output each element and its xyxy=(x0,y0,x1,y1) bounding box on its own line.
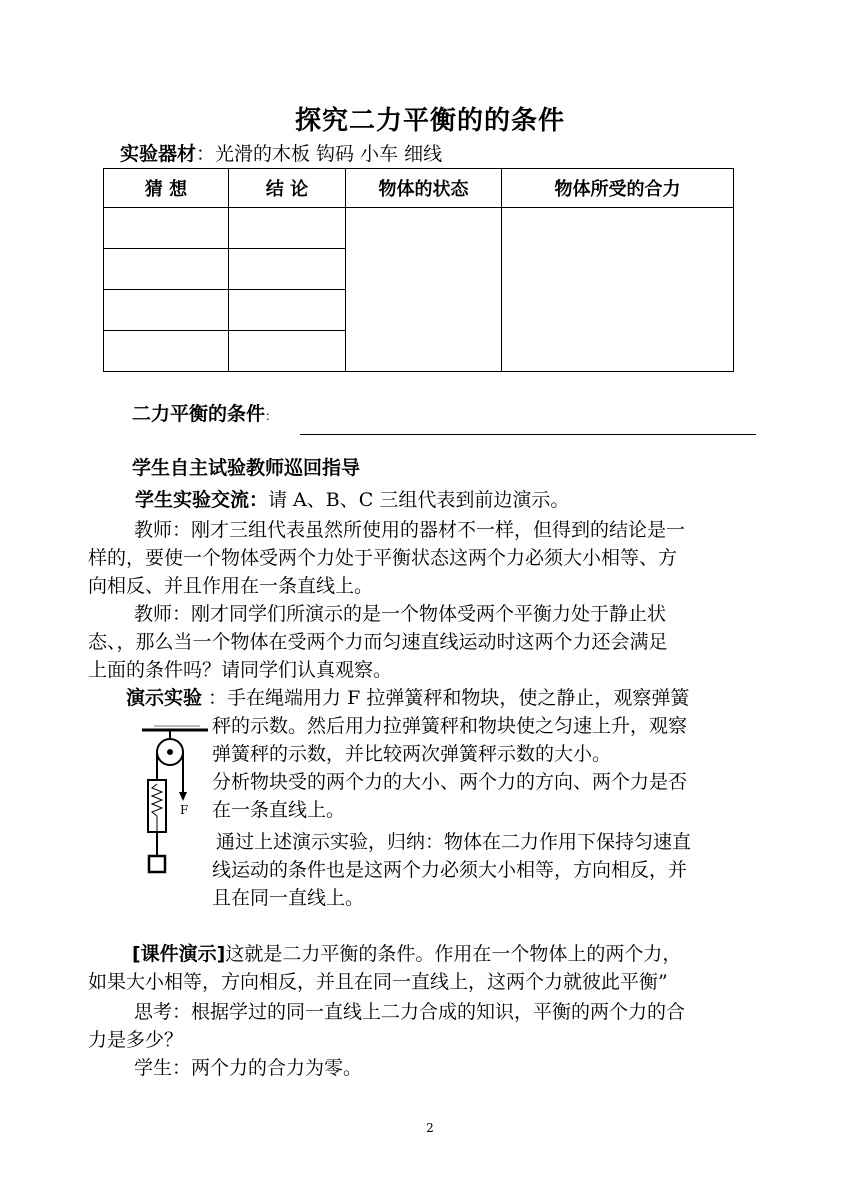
demo-line3: 弹簧秤的示数，并比较两次弹簧秤示数的大小。 xyxy=(212,743,612,765)
materials-line xyxy=(120,138,442,170)
table-cell xyxy=(229,331,346,372)
header-hypothesis: 猜 想 xyxy=(104,169,229,208)
courseware-line2: 如果大小相等，方向相反，并且在同一直线上，这两个力就彼此平衡” xyxy=(88,971,668,993)
answer-blank-line xyxy=(300,434,756,435)
demo-line6: 通过上述演示实验，归纳：物体在二力作用下保持匀速直 xyxy=(216,831,692,853)
table-cell xyxy=(229,208,346,249)
table-cell xyxy=(104,331,229,372)
table-cell xyxy=(104,208,229,249)
demo-line7: 线运动的条件也是这两个力必须大小相等，方向相反，并 xyxy=(212,859,688,881)
demo-line4: 分析物块受的两个力的大小、两个力的方向、两个力是否 xyxy=(212,771,688,793)
think-line2: 力是多少？ xyxy=(88,1029,184,1051)
teacher1-line3: 向相反、并且作用在一条直线上。 xyxy=(88,575,374,597)
teacher1-line2: 样的，要使一个物体受两个力处于平衡状态这两个力必须大小相等、方 xyxy=(88,547,678,569)
table-cell-net-force xyxy=(502,208,734,372)
force-arrow xyxy=(179,792,187,801)
experiment-table xyxy=(103,168,734,372)
materials-label: 实验器材 xyxy=(120,143,197,165)
pulley-spring-scale-diagram xyxy=(140,712,210,882)
demo-line8: 且在同一直线上。 xyxy=(212,887,365,909)
demo-text1: ：手在绳端用力 F 拉弹簧秤和物块，使之静止，观察弹簧 xyxy=(202,687,690,709)
table-row xyxy=(104,208,734,249)
table-cell xyxy=(104,249,229,290)
exchange-text: 请 A、B、C 三组代表到前边演示。 xyxy=(268,489,570,511)
demo-label: 演示实验 xyxy=(126,687,203,709)
condition-label: 二力平衡的条件 xyxy=(132,403,266,425)
header-conclusion: 结 论 xyxy=(229,169,346,208)
demo-line5: 在一条直线上。 xyxy=(212,799,346,821)
courseware-label: [课件演示] xyxy=(132,943,226,965)
teacher2-line1: 教师：刚才同学们所演示的是一个物体受两个平衡力处于静止状 xyxy=(134,603,667,625)
table-cell xyxy=(104,290,229,331)
condition-separator: ： xyxy=(265,409,278,423)
exchange-label: 学生实验交流： xyxy=(135,489,269,511)
demo-line2: 秤的示数。然后用力拉弹簧秤和物块使之匀速上升，观察 xyxy=(212,715,688,737)
courseware-text1: 这就是二力平衡的条件。作用在一个物体上的两个力， xyxy=(225,943,682,965)
table-header-row xyxy=(104,169,734,208)
think-line1: 思考：根据学过的同一直线上二力合成的知识，平衡的两个力的合 xyxy=(134,1001,686,1023)
student-answer: 学生：两个力的合力为零。 xyxy=(134,1057,363,1079)
condition-line xyxy=(132,398,277,432)
block-weight xyxy=(149,856,165,872)
header-net-force: 物体所受的合力 xyxy=(502,169,734,208)
table-cell xyxy=(229,249,346,290)
force-label: F xyxy=(180,803,189,817)
exchange-line xyxy=(135,484,569,516)
materials-text: ：光滑的木板 钩码 小车 细线 xyxy=(196,143,443,165)
teacher2-line2: 态、，那么当一个物体在受两个力而匀速直线运动时这两个力还会满足 xyxy=(88,631,668,653)
page-title: 探究二力平衡的的条件 xyxy=(294,106,565,136)
teacher1-line1: 教师：刚才三组代表虽然所使用的器材不一样，但得到的结论是一 xyxy=(134,519,686,541)
pulley-axle xyxy=(167,749,173,755)
section-heading: 学生自主试验教师巡回指导 xyxy=(132,457,361,479)
table-cell xyxy=(229,290,346,331)
table-cell-state xyxy=(346,208,502,372)
page-number: 2 xyxy=(426,1121,434,1135)
teacher2-line3: 上面的条件吗？请同学们认真观察。 xyxy=(88,659,393,681)
header-object-state: 物体的状态 xyxy=(346,169,502,208)
